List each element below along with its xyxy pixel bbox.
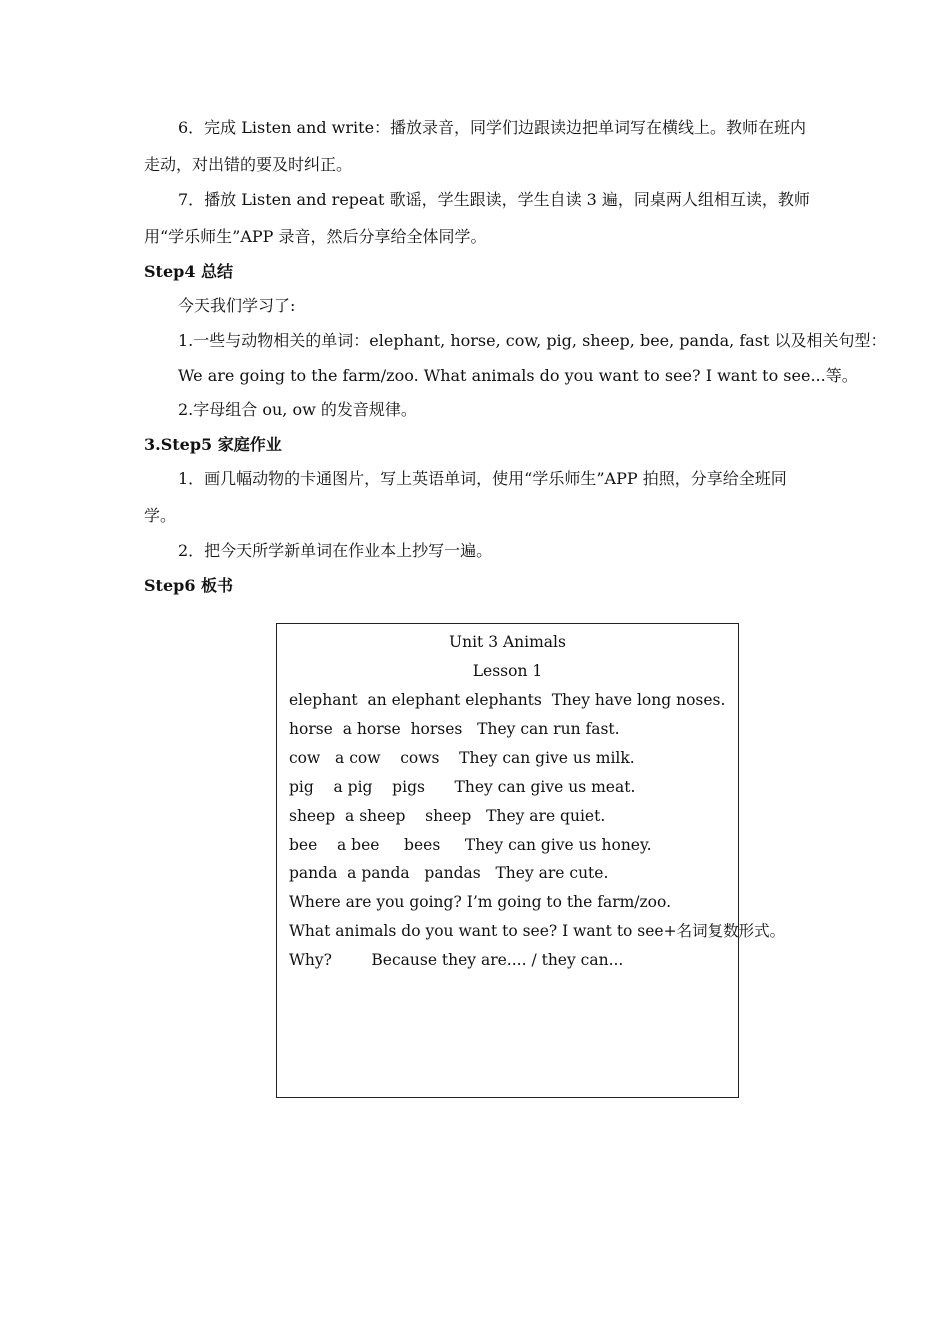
board-line: Why? Because they are.... / they can...: [289, 951, 624, 969]
step3-item6-line2: 走动，对出错的要及时纠正。: [144, 155, 353, 174]
step4-heading: Step4 总结: [144, 262, 234, 281]
step3-item6-line1: 6．完成 Listen and write：播放录音，同学们边跟读边把单词写在横线上。教师在班内: [178, 118, 807, 137]
board-line: sheep a sheep sheep They are quiet.: [289, 807, 606, 825]
board-subtitle: Lesson 1: [472, 662, 543, 680]
blackboard-box: [276, 623, 786, 1098]
step3-item7-line2: 用“学乐师生”APP 录音，然后分享给全体同学。: [144, 227, 487, 246]
board-line: elephant an elephant elephants They have long noses.: [289, 691, 726, 709]
board-line: bee a bee bees They can give us honey.: [289, 836, 652, 854]
step4-intro: 今天我们学习了:: [178, 296, 296, 315]
step4-point2: 2.字母组合 ou, ow 的发音规律。: [178, 400, 417, 419]
board-title: Unit 3 Animals: [449, 633, 566, 651]
step6-heading: Step6 板书: [144, 576, 234, 595]
step5-task1-line2: 学。: [144, 506, 177, 525]
step3-item7-line1: 7．播放 Listen and repeat 歌谣，学生跟读，学生自读 3 遍，同桌两人组相互读，教师: [178, 190, 810, 209]
board-line: panda a panda pandas They are cute.: [289, 864, 609, 882]
step5-heading: 3.Step5 家庭作业: [144, 435, 282, 454]
step5-task2: 2．把今天所学新单词在作业本上抄写一遍。: [178, 541, 493, 560]
step4-point1-line2: We are going to the farm/zoo. What animals do you want to see? I want to see...等。: [178, 366, 858, 385]
board-line: What animals do you want to see? I want to see+名词复数形式。: [289, 922, 786, 940]
board-line: cow a cow cows They can give us milk.: [289, 749, 635, 767]
step5-task1-line1: 1．画几幅动物的卡通图片，写上英语单词，使用“学乐师生”APP 拍照，分享给全班同: [178, 469, 787, 488]
board-line: pig a pig pigs They can give us meat.: [289, 778, 636, 796]
step4-point1-line1: 1.一些与动物相关的单词：elephant, horse, cow, pig, sheep, bee, panda, fast 以及相关句型：: [178, 331, 887, 350]
board-line: Where are you going? I’m going to the farm/zoo.: [289, 893, 672, 911]
board-line: horse a horse horses They can run fast.: [289, 720, 620, 738]
